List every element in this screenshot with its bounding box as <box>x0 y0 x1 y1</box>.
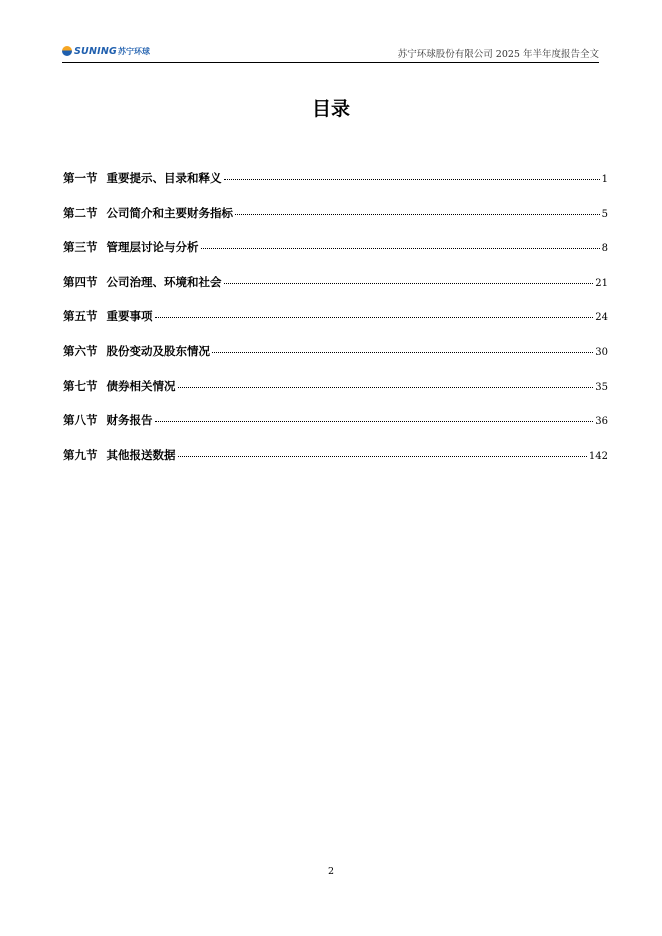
table-of-contents <box>63 170 608 481</box>
toc-leader-dots <box>155 317 594 318</box>
page-number: 2 <box>327 866 335 877</box>
toc-label <box>63 447 176 463</box>
toc-label <box>63 170 222 186</box>
toc-page-number: 35 <box>595 381 608 393</box>
toc-leader-dots <box>224 283 594 284</box>
toc-section-title: 管理层讨论与分析 <box>106 240 199 255</box>
toc-page-number: 36 <box>595 416 608 428</box>
toc-section-number: 第七节 <box>63 378 98 393</box>
toc-section-number: 第九节 <box>63 447 98 462</box>
toc-leader-dots <box>201 248 600 249</box>
toc-row[interactable] <box>63 308 608 343</box>
toc-row[interactable] <box>63 274 608 309</box>
toc-page-number: 21 <box>595 277 608 289</box>
toc-row[interactable] <box>63 378 608 413</box>
toc-page-number: 5 <box>601 208 608 220</box>
toc-row[interactable] <box>63 205 608 240</box>
toc-leader-dots <box>212 352 593 353</box>
toc-row[interactable] <box>63 412 608 447</box>
toc-section-title: 重要提示、目录和释义 <box>106 171 222 185</box>
header-doc-title: 苏宁环球股份有限公司 2025 年半年度报告全文 <box>397 49 599 60</box>
toc-section-number: 第二节 <box>63 205 98 220</box>
toc-label <box>63 412 153 428</box>
page-title: 目录 <box>311 98 350 120</box>
toc-label <box>63 308 153 324</box>
toc-section-number: 第一节 <box>63 171 98 185</box>
toc-leader-dots <box>155 421 594 422</box>
toc-section-title: 债券相关情况 <box>106 378 176 393</box>
toc-page-number: 24 <box>595 312 608 324</box>
toc-page-number: 30 <box>595 346 608 358</box>
logo-text: SUNING <box>74 45 117 57</box>
toc-leader-dots <box>178 387 594 388</box>
logo-cn-text: 苏宁环球 <box>118 46 150 56</box>
toc-row[interactable] <box>63 239 608 274</box>
toc-section-title: 公司简介和主要财务指标 <box>106 205 233 220</box>
toc-label <box>63 274 222 290</box>
toc-section-title: 公司治理、环境和社会 <box>106 274 222 289</box>
toc-row[interactable] <box>63 447 608 482</box>
toc-leader-dots <box>224 179 600 180</box>
toc-row[interactable] <box>63 170 608 205</box>
toc-leader-dots <box>178 456 587 457</box>
toc-section-title: 重要事项 <box>106 309 153 324</box>
toc-page-number: 8 <box>601 243 608 255</box>
toc-section-number: 第六节 <box>63 343 98 358</box>
suning-logo <box>62 44 150 58</box>
toc-leader-dots <box>235 214 600 215</box>
toc-section-title: 其他报送数据 <box>106 447 176 462</box>
toc-label <box>63 378 176 394</box>
toc-row[interactable] <box>63 343 608 378</box>
toc-section-title: 股份变动及股东情况 <box>106 343 210 358</box>
page-header <box>62 42 599 63</box>
toc-page-number: 142 <box>588 450 608 462</box>
toc-section-number: 第三节 <box>63 240 98 255</box>
toc-section-title: 财务报告 <box>106 413 153 428</box>
toc-section-number: 第五节 <box>63 309 98 324</box>
toc-label <box>63 239 199 255</box>
toc-section-number: 第四节 <box>63 274 98 289</box>
toc-label <box>63 205 233 221</box>
toc-page-number: 1 <box>601 174 608 185</box>
suning-logo-icon <box>62 46 72 56</box>
toc-label <box>63 343 210 359</box>
toc-section-number: 第八节 <box>63 413 98 428</box>
